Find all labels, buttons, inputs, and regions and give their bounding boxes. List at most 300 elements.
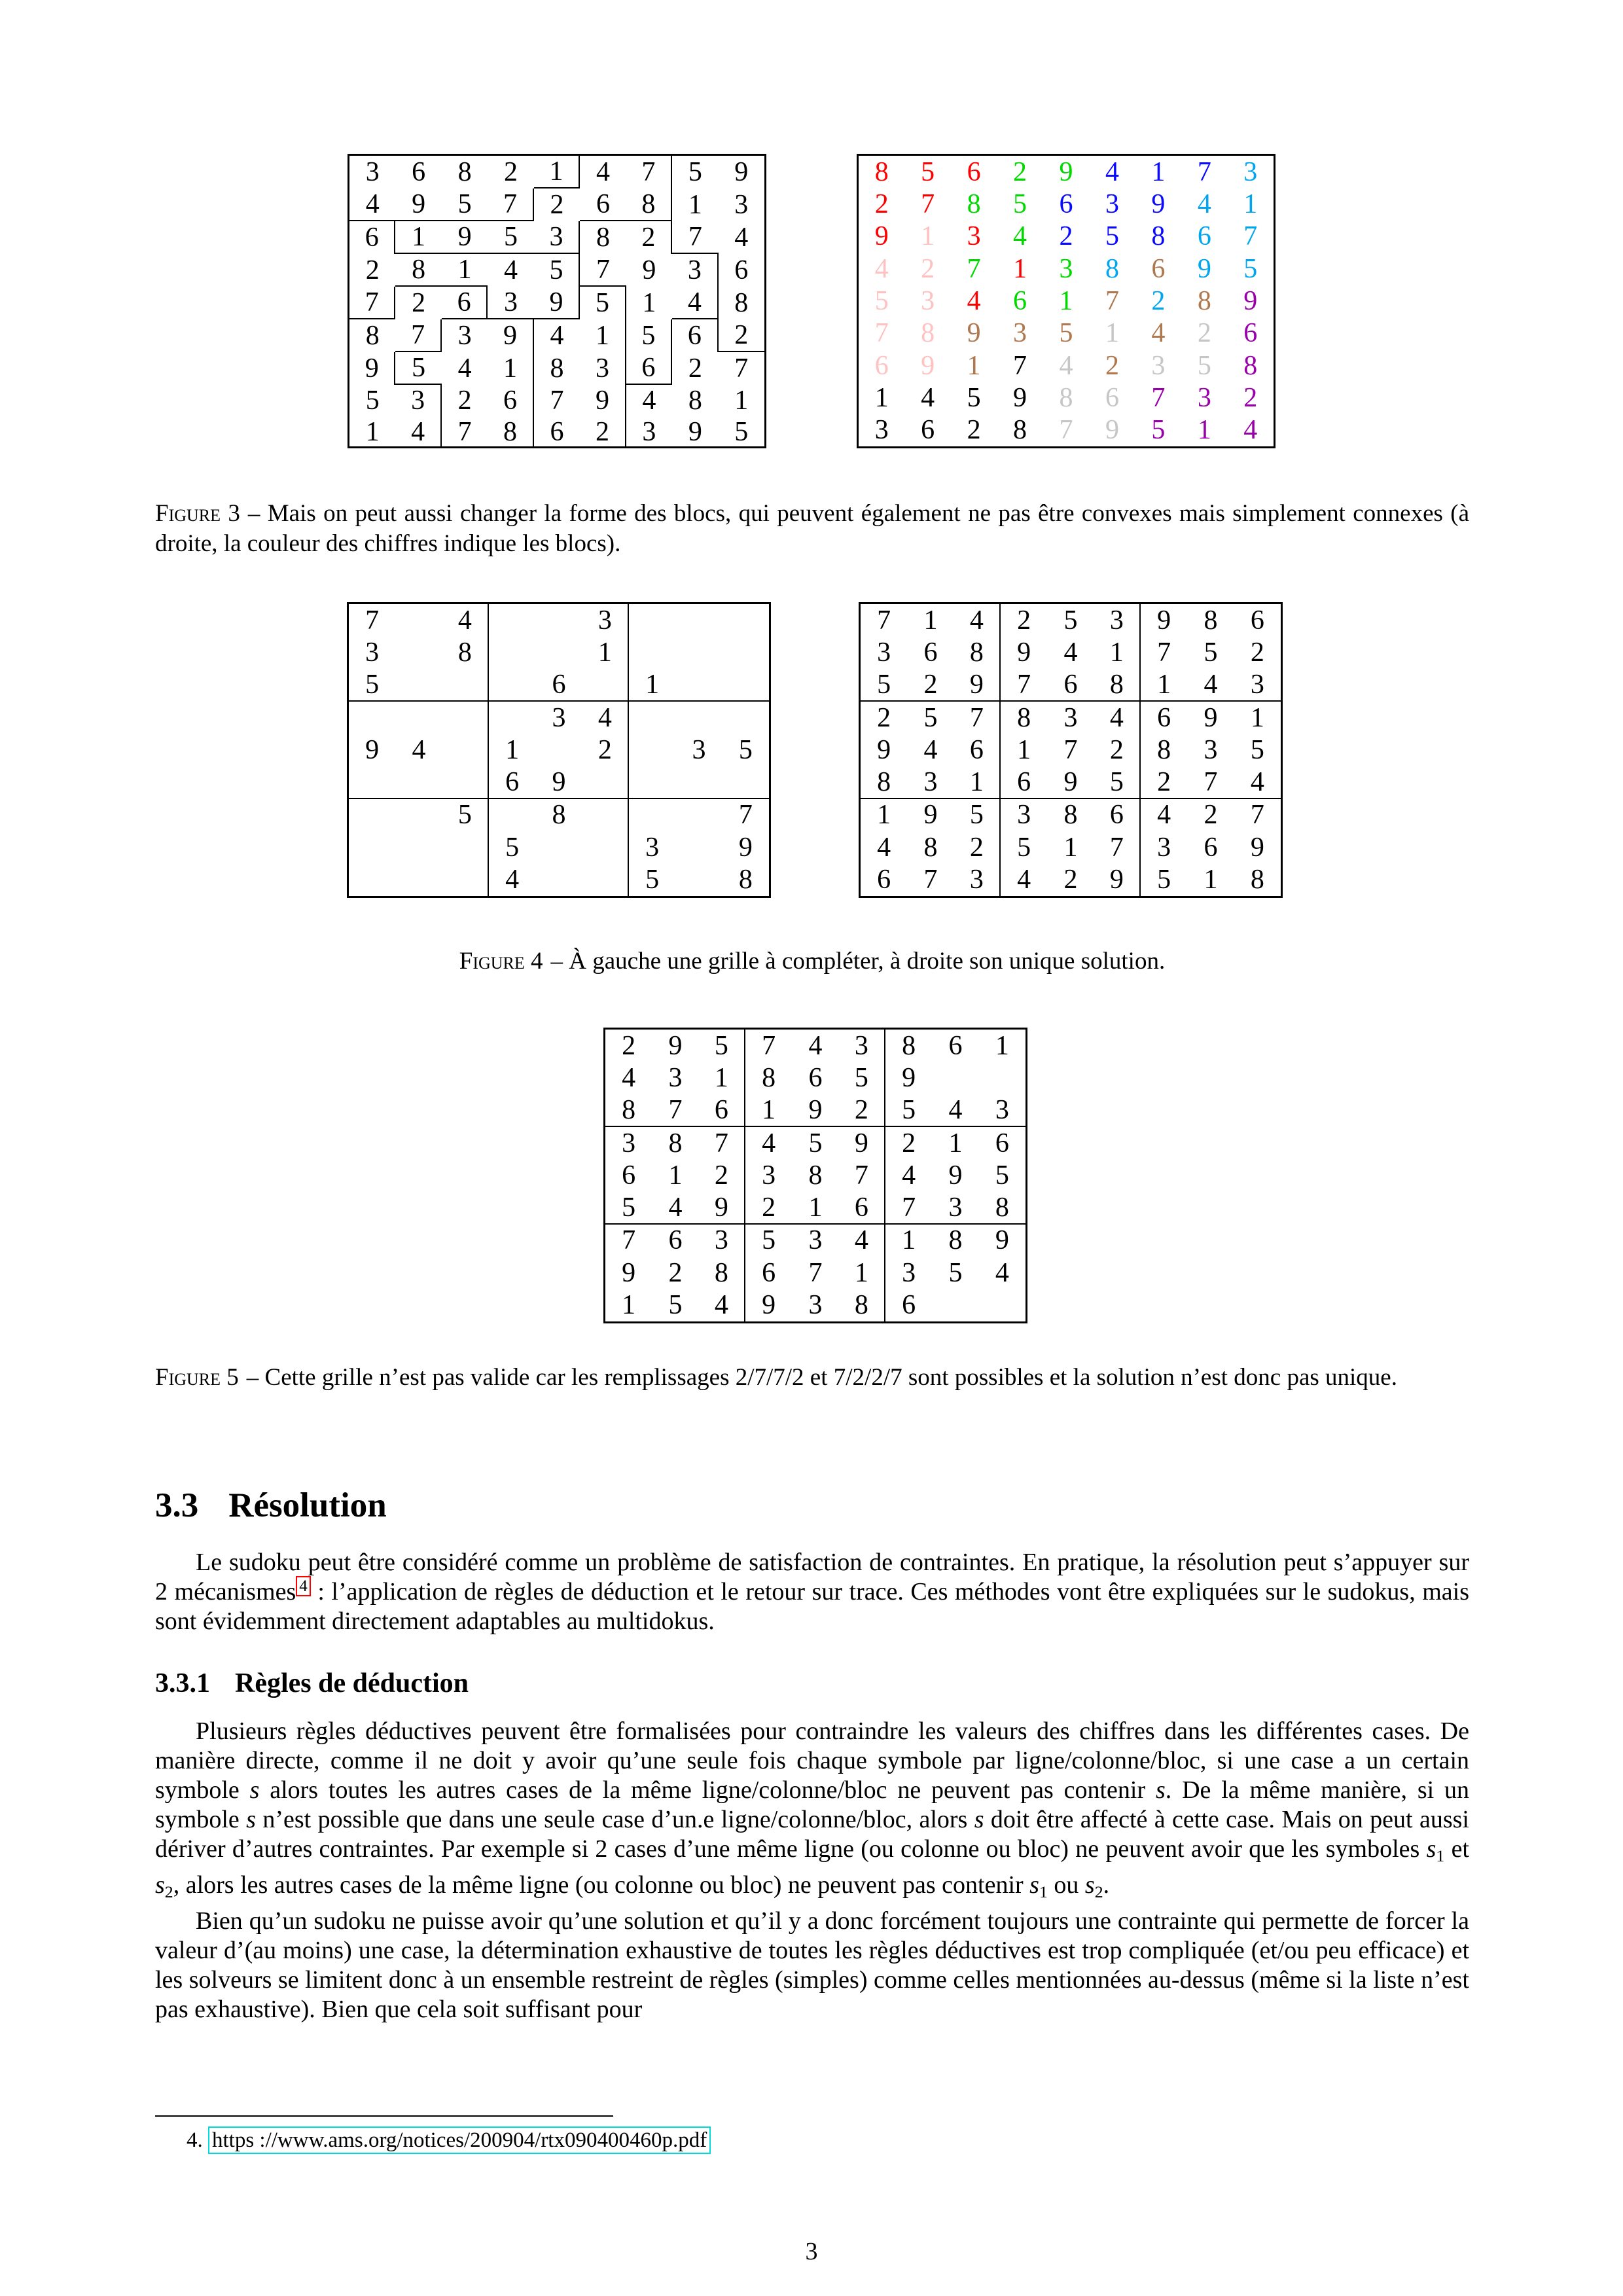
grid-cell: 6 bbox=[672, 319, 718, 352]
grid-cell: 4 bbox=[902, 1160, 916, 1191]
grid-cell: 6 bbox=[626, 352, 672, 385]
figure4-caption-text: – À gauche une grille à compléter, à droite son unique solution. bbox=[550, 948, 1166, 975]
text-segment: s bbox=[249, 1776, 260, 1804]
grid-cell: 8 bbox=[874, 156, 889, 187]
grid-cell bbox=[675, 702, 722, 734]
grid-cell: 6 bbox=[489, 766, 535, 799]
footnote-ref-link[interactable]: 4 bbox=[296, 1576, 311, 1596]
grid-cell: 8 bbox=[596, 223, 610, 253]
grid-cell: 8 bbox=[699, 1257, 745, 1289]
grid-cell: 3 bbox=[552, 702, 566, 733]
grid-cell: 3 bbox=[365, 637, 380, 668]
grid-cell: 8 bbox=[688, 386, 702, 416]
grid-cell bbox=[932, 1289, 978, 1321]
grid-cell: 2 bbox=[668, 1257, 683, 1288]
grid-cell: 8 bbox=[1059, 382, 1073, 413]
grid-cell: 6 bbox=[349, 221, 395, 254]
grid-cell: 6 bbox=[921, 415, 935, 446]
grid-cell: 7 bbox=[885, 1192, 932, 1225]
grid-cell: 9 bbox=[442, 221, 488, 254]
page-number: 3 bbox=[805, 2238, 818, 2265]
grid-cell: 8 bbox=[1250, 865, 1264, 895]
grid-cell: 6 bbox=[1243, 318, 1258, 349]
grid-cell: 4 bbox=[505, 865, 520, 895]
grid-cell: 1 bbox=[1141, 669, 1187, 702]
grid-cell: 1 bbox=[1059, 285, 1073, 316]
grid-cell: 1 bbox=[1250, 702, 1264, 733]
grid-cell bbox=[979, 1289, 1026, 1321]
figure5-invalid-grid bbox=[603, 1028, 1027, 1323]
grid-cell: 6 bbox=[877, 865, 891, 895]
grid-cell: 5 bbox=[442, 188, 488, 221]
grid-cell: 6 bbox=[1059, 188, 1073, 219]
grid-cell: 7 bbox=[349, 287, 395, 319]
grid-cell: 5 bbox=[923, 702, 938, 733]
figure4-puzzle-grid bbox=[347, 602, 771, 898]
grid-cell: 3 bbox=[365, 157, 380, 187]
grid-cell: 3 bbox=[1157, 832, 1171, 863]
grid-cell: 3 bbox=[580, 352, 626, 385]
grid-cell: 9 bbox=[995, 1225, 1009, 1256]
grid-cell: 5 bbox=[839, 1062, 885, 1094]
grid-cell: 1 bbox=[629, 669, 675, 702]
grid-cell: 2 bbox=[921, 253, 935, 284]
figure3-irregular-blocks-grid bbox=[348, 154, 766, 448]
grid-cell: 7 bbox=[626, 156, 672, 188]
grid-cell: 9 bbox=[1094, 864, 1141, 896]
grid-cell: 7 bbox=[1013, 350, 1027, 381]
grid-cell: 4 bbox=[1017, 865, 1031, 895]
grid-cell: 2 bbox=[1017, 605, 1031, 636]
grid-cell: 5 bbox=[1250, 734, 1264, 765]
grid-cell: 6 bbox=[1047, 669, 1094, 702]
grid-cell bbox=[489, 604, 535, 636]
grid-cell: 9 bbox=[642, 255, 656, 285]
grid-cell: 5 bbox=[668, 1290, 683, 1321]
subsection-title: Règles de déduction bbox=[235, 1668, 469, 1698]
grid-cell bbox=[582, 766, 629, 799]
grid-cell: 5 bbox=[1105, 221, 1119, 252]
grid-cell: 7 bbox=[488, 188, 533, 221]
grid-cell: 6 bbox=[1105, 382, 1119, 413]
grid-cell bbox=[442, 669, 489, 702]
grid-cell: 4 bbox=[995, 1257, 1009, 1288]
grid-cell: 4 bbox=[504, 255, 518, 285]
grid-cell: 4 bbox=[874, 253, 889, 284]
grid-cell: 6 bbox=[995, 1128, 1009, 1158]
grid-cell: 2 bbox=[877, 702, 891, 733]
grid-cell: 6 bbox=[535, 669, 582, 702]
grid-cell: 8 bbox=[948, 1225, 963, 1256]
grid-cell: 4 bbox=[839, 1225, 885, 1257]
grid-cell bbox=[395, 669, 442, 702]
grid-cell: 9 bbox=[1151, 188, 1166, 219]
grid-cell: 5 bbox=[874, 285, 889, 316]
grid-cell: 9 bbox=[839, 1127, 885, 1159]
grid-cell: 3 bbox=[762, 1160, 776, 1191]
grid-cell bbox=[442, 864, 489, 896]
grid-cell: 1 bbox=[699, 1062, 745, 1094]
grid-cell: 7 bbox=[1197, 156, 1211, 187]
grid-cell bbox=[675, 636, 722, 668]
grid-cell: 2 bbox=[582, 734, 629, 766]
grid-cell: 6 bbox=[762, 1257, 776, 1288]
grid-cell bbox=[629, 766, 675, 799]
grid-cell: 7 bbox=[1094, 831, 1141, 863]
grid-cell bbox=[722, 669, 769, 702]
grid-cell: 1 bbox=[1105, 318, 1119, 349]
grid-cell bbox=[722, 604, 769, 636]
text-segment: . De la même manière, si un symbole bbox=[155, 1776, 1470, 1833]
grid-cell: 9 bbox=[762, 1290, 776, 1321]
grid-cell: 3 bbox=[979, 1094, 1026, 1127]
grid-cell: 9 bbox=[699, 1192, 745, 1225]
grid-cell: 8 bbox=[605, 1094, 652, 1127]
grid-cell: 6 bbox=[967, 156, 981, 187]
grid-cell: 4 bbox=[762, 1128, 776, 1158]
figure4-caption-label: Figure 4 bbox=[459, 948, 543, 975]
grid-cell: 8 bbox=[738, 865, 753, 895]
grid-cell: 7 bbox=[967, 253, 981, 284]
grid-cell bbox=[675, 799, 722, 831]
grid-cell: 8 bbox=[808, 1160, 823, 1191]
grid-cell: 8 bbox=[457, 157, 472, 187]
grid-cell: 8 bbox=[1243, 350, 1258, 381]
grid-cell bbox=[932, 1062, 978, 1094]
grid-cell: 6 bbox=[948, 1030, 963, 1061]
text-segment: . bbox=[1103, 1871, 1110, 1899]
grid-cell: 4 bbox=[652, 1192, 698, 1225]
grid-cell bbox=[442, 702, 489, 734]
grid-cell: 3 bbox=[907, 766, 954, 799]
grid-cell: 1 bbox=[505, 734, 520, 765]
grid-cell: 7 bbox=[1157, 637, 1171, 668]
grid-cell: 2 bbox=[622, 1030, 636, 1061]
grid-cell: 2 bbox=[839, 1094, 885, 1127]
grid-cell: 9 bbox=[967, 318, 981, 349]
grid-cell: 9 bbox=[488, 319, 533, 352]
grid-cell: 2 bbox=[1243, 382, 1258, 413]
grid-cell: 5 bbox=[995, 1160, 1009, 1191]
text-segment: s bbox=[246, 1806, 256, 1833]
grid-cell: 2 bbox=[412, 288, 426, 318]
grid-cell: 5 bbox=[734, 417, 749, 447]
grid-cell: 1 bbox=[488, 352, 533, 385]
grid-cell: 1 bbox=[921, 221, 935, 252]
grid-cell: 8 bbox=[1063, 800, 1078, 831]
grid-cell: 7 bbox=[580, 254, 626, 287]
grid-cell: 6 bbox=[412, 157, 426, 187]
grid-cell bbox=[489, 702, 535, 734]
grid-cell: 8 bbox=[954, 636, 1001, 668]
grid-cell: 2 bbox=[504, 157, 518, 187]
grid-cell: 7 bbox=[874, 318, 889, 349]
grid-cell: 5 bbox=[626, 319, 672, 352]
grid-cell: 4 bbox=[622, 1063, 636, 1094]
grid-cell: 7 bbox=[395, 319, 441, 352]
grid-cell: 1 bbox=[1197, 415, 1211, 446]
figure4-solution-grid bbox=[859, 602, 1283, 898]
grid-cell: 7 bbox=[1001, 669, 1047, 702]
grid-cell: 8 bbox=[861, 766, 907, 799]
grid-cell: 2 bbox=[1204, 800, 1218, 831]
grid-cell: 7 bbox=[365, 605, 380, 636]
grid-cell: 7 bbox=[877, 605, 891, 636]
grid-cell: 9 bbox=[954, 669, 1001, 702]
grid-cell: 1 bbox=[954, 766, 1001, 799]
grid-cell: 1 bbox=[395, 221, 441, 254]
grid-cell: 8 bbox=[1017, 702, 1031, 733]
grid-cell: 4 bbox=[1094, 702, 1141, 734]
grid-cell: 6 bbox=[954, 734, 1001, 766]
grid-cell: 3 bbox=[699, 1225, 745, 1257]
grid-cell: 3 bbox=[1059, 253, 1073, 284]
text-segment: 2 bbox=[1094, 1882, 1103, 1902]
grid-cell: 5 bbox=[1151, 415, 1166, 446]
text-segment: doit être affecté à cette case. Mais on peut aussi dériver d’autres contraintes. Par exemple si 2 cases d’une même ligne (ou colonne ou bloc) ne peuvent avoir que les symboles bbox=[155, 1806, 1469, 1863]
grid-cell: 3 bbox=[1243, 156, 1258, 187]
grid-cell: 1 bbox=[622, 1290, 636, 1321]
text-segment: s bbox=[1029, 1871, 1039, 1899]
grid-cell: 5 bbox=[688, 157, 702, 187]
grid-cell: 2 bbox=[745, 1192, 792, 1225]
grid-cell: 4 bbox=[734, 223, 749, 253]
grid-cell: 6 bbox=[1151, 253, 1166, 284]
section-number: 3.3 bbox=[155, 1486, 199, 1524]
grid-cell: 4 bbox=[808, 1030, 823, 1061]
grid-cell: 5 bbox=[1017, 832, 1031, 863]
grid-cell: 6 bbox=[902, 1290, 916, 1321]
grid-cell: 2 bbox=[580, 416, 626, 448]
grid-cell: 2 bbox=[626, 221, 672, 254]
footnote-url-link[interactable]: https ://www.ams.org/notices/200904/rtx090400460p.pdf bbox=[208, 2126, 711, 2154]
grid-cell bbox=[535, 864, 582, 896]
grid-cell: 5 bbox=[395, 352, 441, 385]
grid-cell: 9 bbox=[1059, 156, 1073, 187]
text-segment: et bbox=[1444, 1835, 1469, 1863]
grid-cell: 8 bbox=[488, 416, 533, 448]
grid-cell: 4 bbox=[1059, 350, 1073, 381]
grid-cell: 4 bbox=[877, 832, 891, 863]
text-segment: Plusieurs règles déductives peuvent être formalisées pour contraindre les valeurs des chiffres dans les différentes cases. De manière directe, comme il ne doit y avoir qu’une seule fois chaque symbole par ligne/colonne/bloc, si une case a un certain symbole bbox=[155, 1717, 1469, 1804]
grid-cell: 6 bbox=[622, 1160, 636, 1191]
grid-cell bbox=[349, 799, 395, 831]
grid-cell: 5 bbox=[365, 386, 380, 416]
text-segment: s bbox=[1426, 1835, 1436, 1863]
grid-cell: 9 bbox=[877, 734, 891, 765]
grid-cell: 4 bbox=[1105, 156, 1119, 187]
grid-cell: 3 bbox=[967, 221, 981, 252]
grid-cell: 4 bbox=[923, 734, 938, 765]
grid-cell: 8 bbox=[923, 832, 938, 863]
grid-cell: 5 bbox=[349, 669, 395, 702]
grid-cell: 4 bbox=[349, 188, 395, 221]
grid-cell: 5 bbox=[921, 156, 935, 187]
grid-cell: 9 bbox=[738, 832, 753, 863]
grid-cell: 9 bbox=[349, 352, 395, 385]
grid-cell: 1 bbox=[582, 636, 629, 668]
grid-cell: 3 bbox=[839, 1030, 885, 1062]
body-text-column bbox=[155, 1486, 1470, 2024]
grid-cell: 8 bbox=[839, 1289, 885, 1321]
grid-cell bbox=[535, 604, 582, 636]
grid-cell: 1 bbox=[745, 1094, 792, 1127]
section-3-3-paragraph bbox=[155, 1548, 1469, 1636]
grid-cell: 2 bbox=[699, 1159, 745, 1191]
grid-cell: 9 bbox=[580, 385, 626, 416]
grid-cell: 6 bbox=[488, 385, 533, 416]
grid-cell: 1 bbox=[1063, 832, 1078, 863]
grid-cell: 6 bbox=[550, 417, 564, 447]
figure3-caption-label: Figure 3 bbox=[155, 500, 240, 527]
grid-cell: 2 bbox=[365, 255, 380, 285]
grid-cell bbox=[675, 864, 722, 896]
grid-cell: 4 bbox=[412, 734, 426, 765]
grid-cell: 5 bbox=[1243, 253, 1258, 284]
grid-cell: 2 bbox=[902, 1128, 916, 1158]
grid-cell: 7 bbox=[921, 188, 935, 219]
figure3-colored-blocks-grid bbox=[857, 154, 1275, 448]
grid-cell: 7 bbox=[923, 865, 938, 895]
grid-cell: 3 bbox=[582, 604, 629, 636]
grid-cell: 5 bbox=[885, 1094, 932, 1127]
grid-cell: 4 bbox=[550, 321, 564, 351]
grid-cell: 7 bbox=[1063, 734, 1078, 765]
grid-cell: 7 bbox=[1187, 766, 1234, 799]
grid-cell: 4 bbox=[1197, 188, 1211, 219]
grid-cell: 7 bbox=[808, 1257, 823, 1288]
grid-cell: 3 bbox=[395, 385, 441, 416]
grid-cell: 5 bbox=[861, 669, 907, 702]
grid-cell bbox=[535, 636, 582, 668]
footnote-rule bbox=[155, 2115, 613, 2117]
grid-cell: 5 bbox=[505, 832, 520, 863]
grid-cell: 6 bbox=[1013, 285, 1027, 316]
grid-cell: 7 bbox=[734, 353, 749, 384]
grid-cell: 4 bbox=[642, 386, 656, 416]
grid-cell: 3 bbox=[1094, 604, 1141, 636]
grid-cell: 3 bbox=[642, 417, 656, 447]
grid-cell bbox=[349, 702, 395, 734]
grid-cell: 9 bbox=[395, 188, 441, 221]
grid-cell: 3 bbox=[672, 254, 718, 287]
grid-cell: 1 bbox=[1094, 636, 1141, 668]
grid-cell: 9 bbox=[734, 157, 749, 187]
figure3-caption bbox=[155, 499, 1469, 559]
grid-cell: 1 bbox=[534, 156, 580, 188]
grid-cell bbox=[629, 636, 675, 668]
text-segment: alors toutes les autres cases de la même ligne/colonne/bloc ne peuvent pas contenir bbox=[259, 1776, 1156, 1804]
grid-cell: 3 bbox=[1017, 800, 1031, 831]
grid-cell: 2 bbox=[719, 319, 764, 352]
grid-cell: 4 bbox=[1063, 637, 1078, 668]
grid-cell: 5 bbox=[954, 799, 1001, 831]
grid-cell: 2 bbox=[1151, 285, 1166, 316]
grid-cell bbox=[629, 702, 675, 734]
grid-cell: 9 bbox=[365, 734, 380, 765]
grid-cell: 6 bbox=[668, 1225, 683, 1256]
grid-cell bbox=[395, 636, 442, 668]
grid-cell: 5 bbox=[1204, 637, 1218, 668]
grid-cell: 4 bbox=[457, 353, 472, 384]
grid-cell: 1 bbox=[365, 417, 380, 447]
grid-cell: 7 bbox=[762, 1030, 776, 1061]
grid-cell: 2 bbox=[457, 386, 472, 416]
grid-cell: 4 bbox=[921, 382, 935, 413]
grid-cell bbox=[675, 669, 722, 702]
grid-cell: 8 bbox=[442, 636, 489, 668]
grid-cell: 6 bbox=[442, 287, 488, 319]
grid-cell: 3 bbox=[808, 1290, 823, 1321]
grid-cell: 1 bbox=[1243, 188, 1258, 219]
grid-cell: 5 bbox=[645, 865, 660, 895]
grid-cell: 1 bbox=[1204, 865, 1218, 895]
grid-cell: 1 bbox=[668, 1160, 683, 1191]
footnote bbox=[155, 2128, 1469, 2153]
grid-cell: 5 bbox=[1094, 766, 1141, 799]
grid-cell: 3 bbox=[645, 832, 660, 863]
grid-cell: 9 bbox=[534, 287, 580, 319]
grid-cell: 9 bbox=[1157, 605, 1171, 636]
footnote-marker: 4. bbox=[187, 2128, 203, 2152]
grid-cell: 2 bbox=[550, 190, 564, 220]
grid-cell: 2 bbox=[1250, 637, 1264, 668]
text-segment: n’est possible que dans une seule case d’un.e ligne/colonne/bloc, alors bbox=[255, 1806, 974, 1833]
grid-cell: 5 bbox=[967, 382, 981, 413]
grid-cell: 2 bbox=[688, 353, 702, 384]
grid-cell: 6 bbox=[1250, 605, 1264, 636]
grid-cell: 6 bbox=[923, 637, 938, 668]
grid-cell: 3 bbox=[921, 285, 935, 316]
grid-cell: 8 bbox=[365, 321, 380, 351]
grid-cell: 9 bbox=[1013, 382, 1027, 413]
grid-cell: 9 bbox=[668, 1030, 683, 1061]
text-segment: 2 bbox=[164, 1882, 173, 1902]
grid-cell: 9 bbox=[688, 417, 702, 447]
text-segment: 1 bbox=[1039, 1882, 1048, 1902]
grid-cell: 9 bbox=[921, 350, 935, 381]
grid-cell: 9 bbox=[1250, 832, 1264, 863]
grid-cell: 2 bbox=[1197, 318, 1211, 349]
grid-cell: 4 bbox=[932, 1094, 978, 1127]
grid-cell: 8 bbox=[626, 188, 672, 221]
grid-cell: 4 bbox=[1243, 415, 1258, 446]
text-segment: s bbox=[1084, 1871, 1095, 1899]
grid-cell: 2 bbox=[967, 415, 981, 446]
grid-cell: 8 bbox=[1105, 253, 1119, 284]
grid-cell: 4 bbox=[672, 287, 718, 319]
grid-cell: 3 bbox=[1013, 318, 1027, 349]
grid-cell: 3 bbox=[954, 864, 1001, 896]
grid-cell: 3 bbox=[734, 190, 749, 220]
grid-cell bbox=[489, 636, 535, 668]
grid-cell: 1 bbox=[948, 1128, 963, 1158]
grid-cell: 4 bbox=[1234, 766, 1281, 799]
grid-cell: 5 bbox=[1063, 605, 1078, 636]
grid-cell bbox=[629, 799, 675, 831]
grid-cell: 8 bbox=[1204, 605, 1218, 636]
grid-cell bbox=[395, 766, 442, 799]
grid-cell: 5 bbox=[762, 1225, 776, 1256]
grid-cell bbox=[582, 669, 629, 702]
grid-cell bbox=[582, 864, 629, 896]
grid-cell: 6 bbox=[1094, 799, 1141, 831]
grid-cell: 1 bbox=[967, 350, 981, 381]
deduction-rules-paragraph-1 bbox=[155, 1717, 1469, 1907]
grid-cell bbox=[349, 831, 395, 863]
grid-cell: 1 bbox=[839, 1257, 885, 1289]
grid-cell: 3 bbox=[488, 287, 533, 319]
